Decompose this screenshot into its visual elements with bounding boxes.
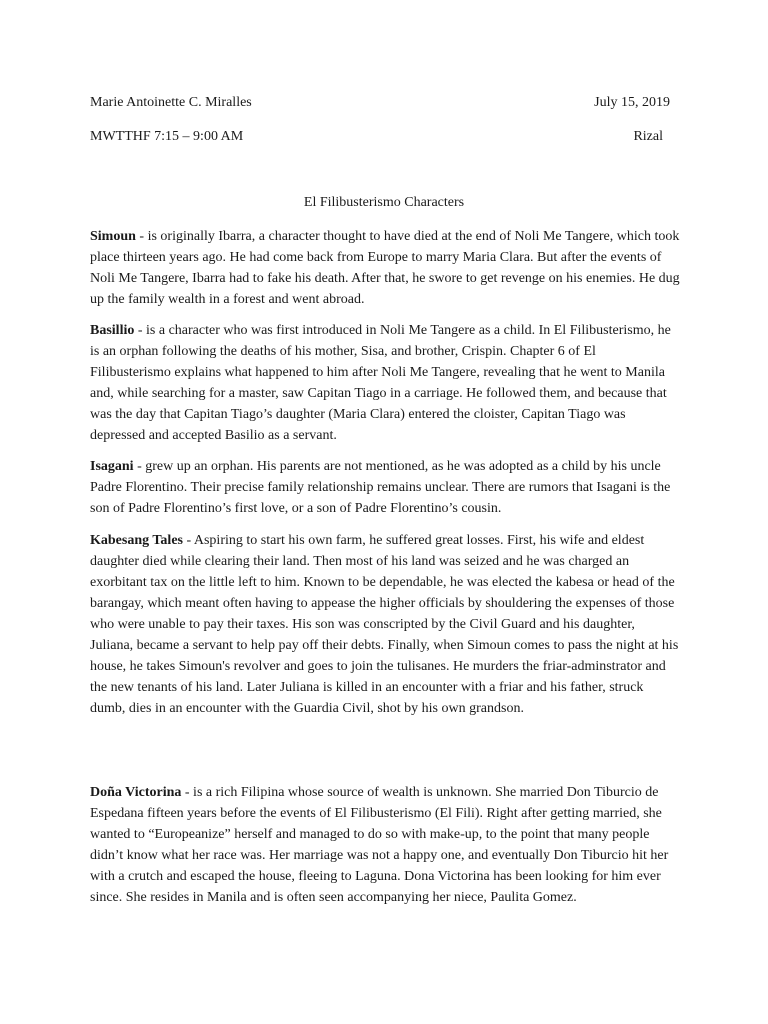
character-name: Doña Victorina: [90, 785, 182, 800]
character-description: - is originally Ibarra, a character thought to have died at the end of Noli Me Tangere, which took place thirteen years ago. He had come back from Europe to marry Maria Clara. But after the events of Noli Me Tangere, Ibarra had to fake his death. After that, he swore to get revenge on his enemies. He dug up the family wealth in a forest and went abroad.: [90, 229, 680, 307]
character-description: - is a character who was first introduced in Noli Me Tangere as a child. In El Filibusterismo, he is an orphan following the deaths of his mother, Sisa, and brother, Crispin. Chapter 6 of El Filibusterismo explains what happened to him after Noli Me Tangere, revealing that he went to Manila and, while searching for a master, saw Capitan Tiago in a carriage. He followed them, and because that was the day that Capitan Tiago’s daughter (Maria Clara) entered the cloister, Capitan Tiago was depressed and accepted Basilio as a servant.: [90, 323, 671, 443]
character-entry-simoun: [90, 226, 680, 310]
character-description: - Aspiring to start his own farm, he suffered great losses. First, his wife and eldest daughter died while clearing their land. Then most of his land was seized and he was charged an exorbitant tax on the little left to him. Known to be dependable, he was elected the kabesa or head of the barangay, which meant often having to appease the higher officials by shouldering the expenses of those who were unable to pay their taxes. His son was conscripted by the Civil Guard and his daughter, Juliana, became a servant to help pay off their debts. Finally, when Simoun comes to pass the night at his house, he takes Simoun's revolver and goes to join the tulisanes. He murders the friar-adminstrator and the new tenants of his land. Later Juliana is killed in an encounter with a friar and his father, struck dumb, dies in an encounter with the Guardia Civil, shot by his own grandson.: [90, 533, 679, 716]
character-entry-kabesang-tales: [90, 530, 680, 719]
character-entry-isagani: [90, 456, 680, 519]
subject-name: Rizal: [633, 129, 663, 144]
character-description: - grew up an orphan. His parents are not mentioned, as he was adopted as a child by his uncle Padre Florentino. Their precise family relationship remains unclear. There are rumors that Isagani is the son of Padre Florentino’s first love, or a son of Padre Florentino’s cousin.: [90, 459, 671, 516]
header-row-author: [90, 94, 670, 112]
header-row-schedule: [90, 128, 670, 146]
character-description: - is a rich Filipina whose source of wealth is unknown. She married Don Tiburcio de Espedana fifteen years before the events of El Filibusterismo (El Fili). Right after getting married, she wanted to “Europeanize” herself and managed to do so with make-up, to the point that many people didn’t know what her race was. Her marriage was not a happy one, and eventually Don Tiburcio hit her with a crutch and escaped the house, fleeing to Laguna. Dona Victorina has been looking for him ever since. She resides in Manila and is often seen accompanying her niece, Paulita Gomez.: [90, 785, 669, 905]
character-entry-basillio: [90, 320, 680, 446]
character-name: Simoun: [90, 229, 136, 244]
class-schedule: MWTTHF 7:15 – 9:00 AM: [90, 129, 244, 144]
document-title: El Filibusterismo Characters: [303, 195, 465, 210]
author-name: Marie Antoinette C. Miralles: [90, 95, 252, 110]
document-date: July 15, 2019: [594, 95, 670, 110]
character-name: Kabesang Tales: [90, 533, 183, 548]
character-name: Isagani: [90, 459, 134, 474]
character-entry-dona-victorina: [90, 782, 680, 908]
character-name: Basillio: [90, 323, 135, 338]
